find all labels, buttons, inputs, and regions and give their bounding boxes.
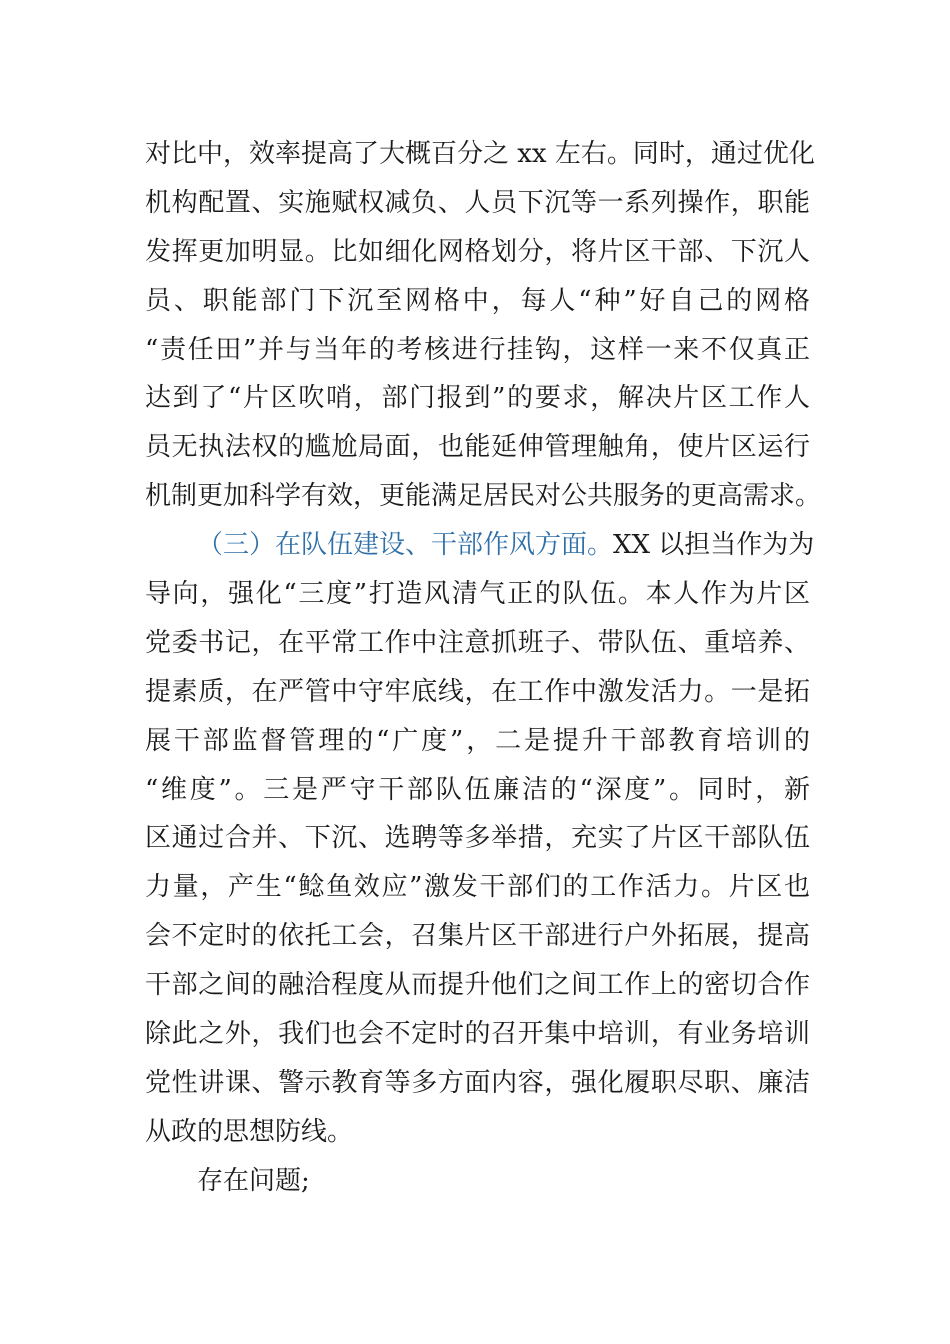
text-line: 对比中，效率提高了大概百分之 xx 左右。同时，通过优化 (145, 139, 815, 169)
text-line: 干部之间的融洽程度从而提升他们之间工作上的密切合作 (145, 970, 810, 1001)
section-heading-line (145, 521, 815, 570)
section-heading: （三）在队伍建设、干部作风方面。 (197, 530, 614, 561)
text-line: 展干部监督管理的“广度”，二是提升干部教育培训的 (145, 725, 810, 756)
text-line: 党委书记，在平常工作中注意抓班子、带队伍、重培养、 (145, 627, 810, 658)
issues-heading: 存在问题; (197, 1165, 310, 1196)
text-line: 除此之外，我们也会不定时的召开集中培训，有业务培训 (145, 1019, 810, 1050)
text-line: 区通过合并、下沉、选聘等多举措，充实了片区干部队伍 (145, 823, 810, 854)
text-line: 员无执法权的尴尬局面，也能延伸管理触角，使片区运行 (145, 432, 810, 463)
text-line: 党性讲课、警示教育等多方面内容，强化履职尽职、廉洁 (145, 1067, 810, 1098)
text-line: 会不定时的依托工会，召集片区干部进行户外拓展，提高 (145, 921, 810, 952)
text-line: 提素质，在严管中守牢底线，在工作中激发活力。一是拓 (145, 676, 810, 707)
heading-line-rest: XX 以担当作为为 (613, 530, 815, 561)
text-line: 力量，产生“鲶鱼效应”激发干部们的工作活力。片区也 (145, 872, 810, 903)
text-line: 机构配置、实施赋权减负、人员下沉等一系列操作，职能 (145, 187, 810, 218)
document-body (145, 130, 822, 1206)
text-line: 员、职能部门下沉至网格中，每人“种”好自己的网格 (145, 285, 810, 316)
text-line: 导向，强化“三度”打造风清气正的队伍。本人作为片区 (145, 579, 810, 610)
text-line: 机制更加科学有效，更能满足居民对公共服务的更高需求。 (145, 481, 822, 512)
text-line: “维度”。三是严守干部队伍廉洁的“深度”。同时，新 (145, 774, 810, 805)
text-line: 达到了“片区吹哨，部门报到”的要求，解决片区工作人 (145, 383, 810, 414)
text-line: 从政的思想防线。 (145, 1116, 354, 1147)
text-line: 发挥更加明显。比如细化网格划分，将片区干部、下沉人 (145, 236, 810, 267)
text-line: “责任田”并与当年的考核进行挂钩，这样一来不仅真正 (145, 334, 810, 365)
